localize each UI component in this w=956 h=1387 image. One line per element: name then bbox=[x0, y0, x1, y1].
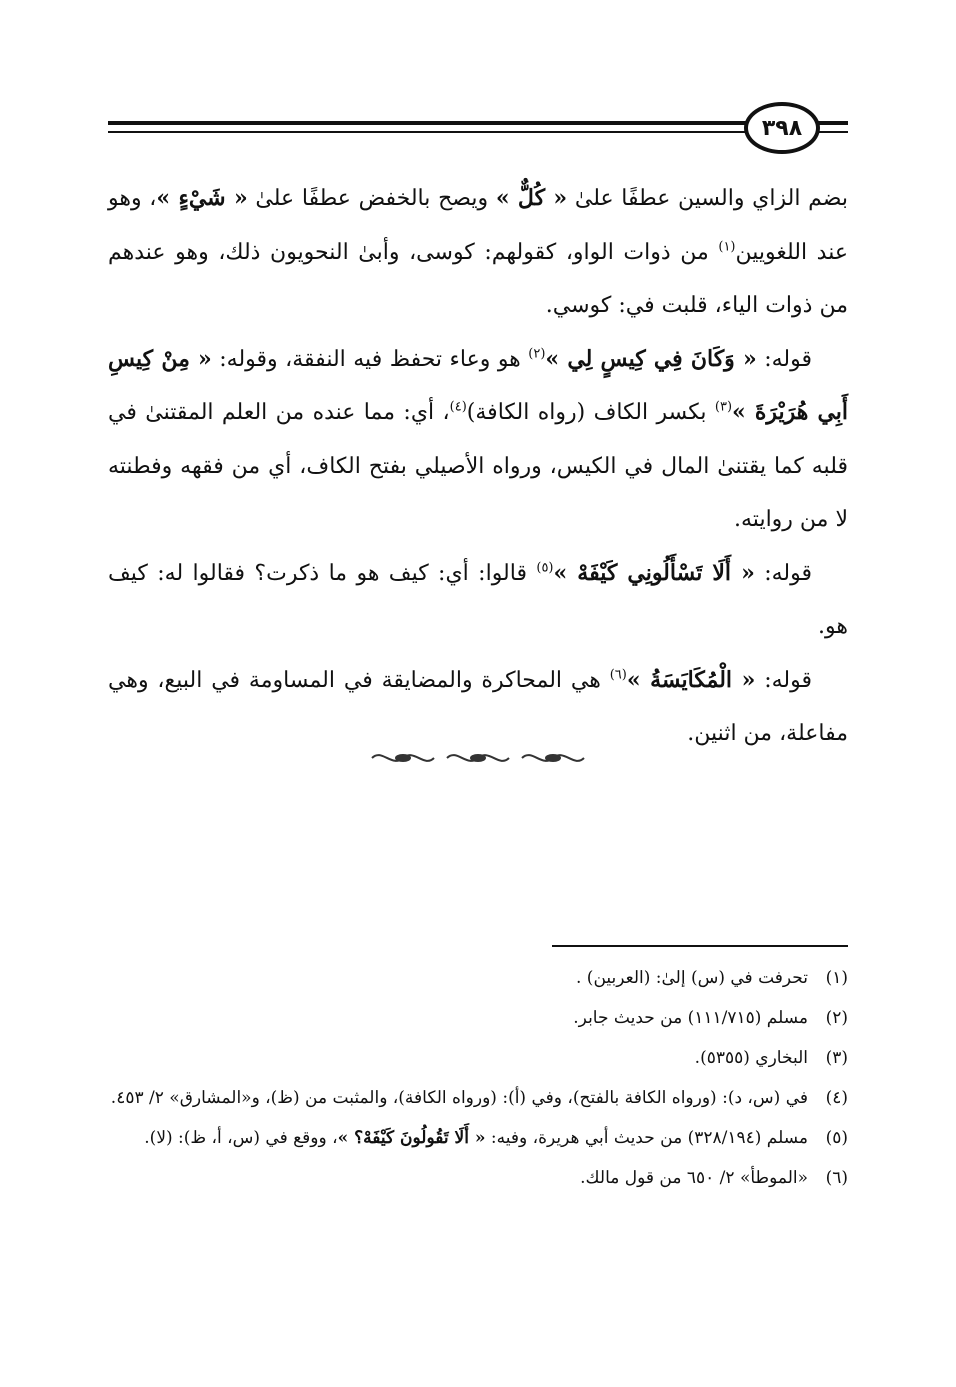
quoted-term: « أَلَا تَسْأَلُونِي كَيْفَهْ » bbox=[553, 559, 755, 586]
page-number-badge bbox=[744, 102, 820, 154]
ornament-flourish-icon bbox=[445, 748, 511, 768]
footnote bbox=[108, 1042, 848, 1075]
text: قالوا: أي: كيف هو ما ذكرت؟ فقالوا له: كيف هو. bbox=[108, 560, 848, 639]
header-rule-thin-right bbox=[816, 131, 848, 133]
quoted-term: « مِنْ كِيسِ أَبِي هُرَيْرَةَ » bbox=[108, 345, 849, 425]
text: قوله: bbox=[756, 346, 813, 372]
page-header bbox=[108, 100, 848, 160]
main-text bbox=[108, 172, 848, 761]
text: بضم الزاي والسين عطفًا علىٰ bbox=[567, 186, 848, 211]
text: ، وهو عند اللغويين bbox=[108, 186, 848, 265]
header-rule-thick-right bbox=[816, 121, 848, 125]
footnote-ref: (٦) bbox=[609, 667, 627, 683]
footnote-ref: (٢) bbox=[528, 346, 546, 362]
ornament-flourish-icon bbox=[520, 748, 586, 768]
paragraph-4 bbox=[108, 654, 848, 761]
footnote-number: (٢) bbox=[825, 1008, 848, 1028]
footnote-text bbox=[108, 1122, 808, 1155]
header-rule-thin bbox=[108, 131, 748, 133]
footnote bbox=[108, 1002, 848, 1035]
paragraph-1 bbox=[108, 172, 848, 333]
ornament-flourish-icon bbox=[370, 748, 436, 768]
text: هو وعاء تحفظ فيه النفقة، وقوله: bbox=[211, 346, 529, 372]
quoted-term: « الْمُكَايَسَةُ » bbox=[626, 666, 756, 693]
text: قوله: bbox=[755, 667, 812, 693]
footnote-ref: (١) bbox=[718, 239, 736, 255]
footnote-ref: (٤) bbox=[449, 399, 467, 415]
quoted-term: « أَلَا تَقُولُونَ كَيْفَهْ؟ » bbox=[337, 1128, 486, 1148]
text: هي المحاكرة والمضايقة في المساومة في البيع، وهي مفاعلة، من اثنين. bbox=[108, 667, 848, 746]
section-divider-ornament bbox=[370, 748, 586, 768]
text: مسلم (٣٢٨/١٩٤) من حديث أبي هريرة، وفيه: bbox=[485, 1128, 808, 1148]
footnote-number: (٣) bbox=[825, 1048, 848, 1068]
text: بكسر الكاف (رواه الكافة) bbox=[466, 400, 715, 425]
text: ، ووقع في (س، أ، ظ): (لا). bbox=[144, 1128, 338, 1148]
header-rule-thick bbox=[108, 121, 748, 125]
footnote bbox=[108, 1082, 848, 1115]
footnote-ref: (٣) bbox=[714, 399, 733, 415]
footnote-ref: (٥) bbox=[536, 560, 554, 576]
footnote-text: تحرفت في (س) إلىٰ: (العربين) . bbox=[576, 968, 808, 988]
paragraph-2 bbox=[108, 333, 848, 547]
quoted-term: « شَيْءٍ » bbox=[156, 185, 248, 211]
footnote-separator bbox=[552, 945, 848, 947]
footnote-text: مسلم (١١١/٧١٥) من حديث جابر. bbox=[573, 1008, 808, 1028]
footnotes bbox=[108, 962, 848, 1202]
text: قوله: bbox=[754, 560, 812, 586]
footnote-text: «الموطأ» ٢/ ٦٥٠ من قول مالك. bbox=[580, 1168, 808, 1188]
footnote-number: (١) bbox=[825, 968, 848, 988]
footnote bbox=[108, 962, 848, 995]
footnote-number: (٦) bbox=[825, 1168, 848, 1188]
page-number: ٣٩٨ bbox=[761, 115, 803, 141]
footnote-text: في (س، د): (ورواه الكافة بالفتح)، وفي (أ): (ورواه الكافة)، والمثبت من (ظ)، و«المشارق» ٢/ ٤٥٣. bbox=[110, 1088, 808, 1108]
footnote-number: (٥) bbox=[825, 1128, 848, 1148]
text: من ذوات الواو، كقولهم: كوسى، وأبىٰ النحويون ذلك، وهو عندهم من ذوات الياء، قلبت في: كوسي. bbox=[108, 239, 848, 318]
text: ، أي: مما عنده من العلم المقتنىٰ في قلبه كما يقتنىٰ المال في الكيس، ورواه الأصيلي بفتح الكاف، أي من فقهه وفطنته لا من روايته. bbox=[108, 400, 848, 532]
quoted-term: « كُلٌّ » bbox=[495, 185, 568, 211]
footnote bbox=[108, 1162, 848, 1195]
footnote-number: (٤) bbox=[825, 1088, 848, 1108]
footnote bbox=[108, 1122, 848, 1155]
text: ويصح بالخفض عطفًا علىٰ bbox=[247, 186, 496, 211]
quoted-term: « وَكَانَ فِي كِيسٍ لِي » bbox=[545, 345, 757, 372]
paragraph-3 bbox=[108, 547, 848, 654]
footnote-text: البخاري (٥٣٥٥). bbox=[694, 1048, 808, 1068]
